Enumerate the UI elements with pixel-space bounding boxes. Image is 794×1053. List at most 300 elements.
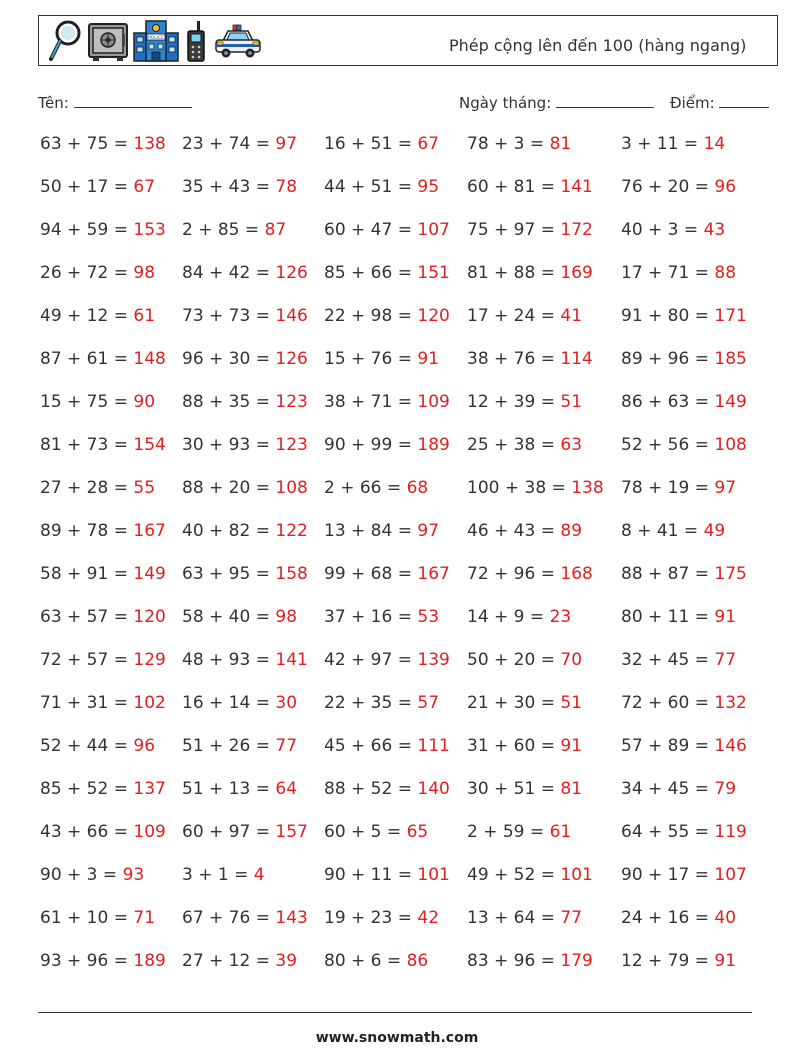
problem-answer: 141 — [275, 650, 308, 670]
problem-answer: 53 — [417, 607, 440, 627]
problem-question: 51 + 26 = — [182, 736, 276, 756]
footer-divider — [38, 1012, 752, 1013]
police-sign: POLICE — [147, 36, 165, 41]
problem-answer: 153 — [133, 220, 166, 240]
problem-answer: 189 — [133, 951, 166, 971]
problem-question: 2 + 59 = — [467, 822, 550, 842]
problem — [467, 349, 593, 369]
problem-question: 57 + 89 = — [621, 736, 715, 756]
problem-answer: 42 — [417, 908, 440, 928]
problem — [324, 177, 439, 197]
problem-answer: 64 — [275, 779, 298, 799]
problem-answer: 30 — [275, 693, 298, 713]
problem — [40, 736, 155, 756]
problem-answer: 148 — [133, 349, 166, 369]
problem-question: 27 + 12 = — [182, 951, 276, 971]
problem — [324, 263, 450, 283]
problem — [467, 951, 593, 971]
problem — [467, 521, 582, 541]
problem-question: 63 + 95 = — [182, 564, 276, 584]
problem-question: 16 + 14 = — [182, 693, 276, 713]
problem — [324, 478, 428, 498]
problem-answer: 68 — [406, 478, 429, 498]
problem-answer: 189 — [417, 435, 450, 455]
problem — [40, 521, 166, 541]
problem-question: 21 + 30 = — [467, 693, 561, 713]
problem-answer: 123 — [275, 435, 308, 455]
problem — [40, 263, 155, 283]
problem-question: 40 + 3 = — [621, 220, 704, 240]
problem-question: 80 + 11 = — [621, 607, 715, 627]
problem-question: 85 + 52 = — [40, 779, 134, 799]
name-line — [74, 93, 192, 108]
problem — [40, 650, 166, 670]
problem-question: 22 + 98 = — [324, 306, 418, 326]
problem-answer: 120 — [133, 607, 166, 627]
problem — [324, 220, 450, 240]
problem — [467, 908, 582, 928]
footer-site: www.snowmath.com — [315, 1030, 479, 1046]
problem — [467, 650, 582, 670]
problem-question: 73 + 73 = — [182, 306, 276, 326]
date-line — [556, 93, 654, 108]
problem-question: 90 + 99 = — [324, 435, 418, 455]
problem-question: 60 + 97 = — [182, 822, 276, 842]
problem-answer: 108 — [714, 435, 747, 455]
problem-answer: 91 — [560, 736, 583, 756]
problem-answer: 87 — [264, 220, 287, 240]
problem-question: 80 + 6 = — [324, 951, 407, 971]
problem — [324, 435, 450, 455]
problem-question: 27 + 28 = — [40, 478, 134, 498]
problem-answer: 23 — [549, 607, 572, 627]
problem-answer: 154 — [133, 435, 166, 455]
problem-answer: 122 — [275, 521, 308, 541]
problem-answer: 98 — [275, 607, 298, 627]
problem-answer: 96 — [133, 736, 156, 756]
problem-answer: 89 — [560, 521, 583, 541]
problem-answer: 39 — [275, 951, 298, 971]
problem — [40, 478, 155, 498]
problem-question: 81 + 73 = — [40, 435, 134, 455]
problem — [182, 650, 308, 670]
problem — [324, 349, 439, 369]
name-field — [38, 93, 192, 112]
problem-answer: 65 — [406, 822, 429, 842]
problem — [324, 693, 439, 713]
problem-question: 96 + 30 = — [182, 349, 276, 369]
problem-answer: 67 — [417, 134, 440, 154]
police-car-icon — [213, 19, 263, 63]
problem-question: 81 + 88 = — [467, 263, 561, 283]
problem-question: 35 + 43 = — [182, 177, 276, 197]
problem-answer: 126 — [275, 263, 308, 283]
problem — [182, 220, 286, 240]
problem-question: 88 + 35 = — [182, 392, 276, 412]
problem-answer: 98 — [133, 263, 156, 283]
problem-answer: 81 — [549, 134, 572, 154]
problem-answer: 77 — [714, 650, 737, 670]
problem-answer: 91 — [417, 349, 440, 369]
problem-question: 3 + 11 = — [621, 134, 704, 154]
problem — [40, 779, 166, 799]
problem — [182, 822, 308, 842]
problem-answer: 111 — [417, 736, 450, 756]
problem — [621, 220, 725, 240]
problem — [324, 134, 439, 154]
problem — [621, 134, 725, 154]
problem-answer: 63 — [560, 435, 583, 455]
problem — [621, 822, 747, 842]
problem-question: 86 + 63 = — [621, 392, 715, 412]
problem — [182, 693, 297, 713]
problem — [621, 521, 725, 541]
date-label: Ngày tháng: — [459, 94, 552, 112]
problem — [621, 177, 736, 197]
problem-answer: 79 — [714, 779, 737, 799]
problem-answer: 95 — [417, 177, 440, 197]
problem-answer: 140 — [417, 779, 450, 799]
problem-answer: 119 — [714, 822, 747, 842]
problem — [182, 392, 308, 412]
problem-question: 14 + 9 = — [467, 607, 550, 627]
problem — [324, 779, 450, 799]
problem — [467, 263, 593, 283]
problem — [324, 521, 439, 541]
problem — [182, 564, 308, 584]
problem-question: 15 + 76 = — [324, 349, 418, 369]
problem-question: 78 + 3 = — [467, 134, 550, 154]
problem-question: 63 + 75 = — [40, 134, 134, 154]
problem-question: 67 + 76 = — [182, 908, 276, 928]
problem-answer: 141 — [560, 177, 593, 197]
problem-question: 75 + 97 = — [467, 220, 561, 240]
problem — [467, 736, 582, 756]
problem — [467, 478, 604, 498]
problem-question: 3 + 1 = — [182, 865, 254, 885]
problem-answer: 109 — [133, 822, 166, 842]
safe-icon — [87, 19, 129, 63]
problem-question: 48 + 93 = — [182, 650, 276, 670]
problem-question: 49 + 52 = — [467, 865, 561, 885]
problem-answer: 77 — [560, 908, 583, 928]
problem — [40, 220, 166, 240]
problem — [40, 865, 144, 885]
walkie-talkie-icon — [183, 19, 209, 63]
problem-question: 58 + 91 = — [40, 564, 134, 584]
problem-question: 13 + 84 = — [324, 521, 418, 541]
problem-question: 16 + 51 = — [324, 134, 418, 154]
magnifier-icon — [47, 19, 83, 63]
problem — [467, 564, 593, 584]
problem-answer: 4 — [253, 865, 265, 885]
problem-answer: 138 — [133, 134, 166, 154]
problem-answer: 107 — [714, 865, 747, 885]
problem-question: 60 + 81 = — [467, 177, 561, 197]
problem-question: 83 + 96 = — [467, 951, 561, 971]
problem-question: 60 + 47 = — [324, 220, 418, 240]
problem — [621, 779, 736, 799]
problem-answer: 61 — [133, 306, 156, 326]
problem-question: 23 + 74 = — [182, 134, 276, 154]
problem-answer: 86 — [406, 951, 429, 971]
problem-question: 38 + 76 = — [467, 349, 561, 369]
problem-question: 85 + 66 = — [324, 263, 418, 283]
problem-question: 52 + 56 = — [621, 435, 715, 455]
problem — [40, 607, 166, 627]
problem-question: 40 + 82 = — [182, 521, 276, 541]
problem — [467, 306, 582, 326]
problem-answer: 91 — [714, 951, 737, 971]
problem — [40, 306, 155, 326]
problem-answer: 81 — [560, 779, 583, 799]
problem-answer: 158 — [275, 564, 308, 584]
problem — [324, 908, 439, 928]
problem-answer: 120 — [417, 306, 450, 326]
problem-question: 17 + 24 = — [467, 306, 561, 326]
problem-answer: 67 — [133, 177, 156, 197]
problem-answer: 61 — [549, 822, 572, 842]
problem-question: 78 + 19 = — [621, 478, 715, 498]
problem-question: 17 + 71 = — [621, 263, 715, 283]
problem-answer: 101 — [417, 865, 450, 885]
problem-question: 64 + 55 = — [621, 822, 715, 842]
problem — [40, 177, 155, 197]
problem-question: 87 + 61 = — [40, 349, 134, 369]
problem-question: 38 + 71 = — [324, 392, 418, 412]
problem — [621, 736, 747, 756]
problem-question: 89 + 78 = — [40, 521, 134, 541]
problem-answer: 97 — [275, 134, 298, 154]
problem-question: 50 + 17 = — [40, 177, 134, 197]
problem — [621, 478, 736, 498]
problem-question: 52 + 44 = — [40, 736, 134, 756]
problem-answer: 91 — [714, 607, 737, 627]
problem — [467, 392, 582, 412]
problem-question: 72 + 96 = — [467, 564, 561, 584]
problem-question: 90 + 17 = — [621, 865, 715, 885]
problem — [621, 349, 747, 369]
problem-question: 12 + 39 = — [467, 392, 561, 412]
problem-question: 71 + 31 = — [40, 693, 134, 713]
problem — [182, 349, 308, 369]
problem-answer: 123 — [275, 392, 308, 412]
problem — [324, 650, 450, 670]
problem — [467, 607, 571, 627]
problem-answer: 137 — [133, 779, 166, 799]
problem-question: 43 + 66 = — [40, 822, 134, 842]
problem — [182, 263, 308, 283]
header-box — [38, 15, 778, 66]
problem-question: 45 + 66 = — [324, 736, 418, 756]
problem-question: 76 + 20 = — [621, 177, 715, 197]
problem-question: 44 + 51 = — [324, 177, 418, 197]
problem-answer: 55 — [133, 478, 156, 498]
problem-question: 60 + 5 = — [324, 822, 407, 842]
problem — [324, 865, 450, 885]
problem — [467, 177, 593, 197]
problem — [40, 564, 166, 584]
problem-question: 26 + 72 = — [40, 263, 134, 283]
name-label: Tên: — [38, 94, 69, 112]
problem — [40, 693, 166, 713]
problem-answer: 149 — [714, 392, 747, 412]
problem — [182, 736, 297, 756]
problem-answer: 51 — [560, 693, 583, 713]
police-station-icon — [133, 19, 179, 63]
problem-answer: 101 — [560, 865, 593, 885]
problem — [182, 478, 308, 498]
problem-answer: 88 — [714, 263, 737, 283]
score-line — [719, 93, 769, 108]
problem — [40, 134, 166, 154]
problem — [182, 177, 297, 197]
problem-question: 32 + 45 = — [621, 650, 715, 670]
problem-answer: 167 — [133, 521, 166, 541]
problem-answer: 171 — [714, 306, 747, 326]
problem-question: 13 + 64 = — [467, 908, 561, 928]
score-label: Điểm: — [670, 94, 715, 112]
problem-question: 90 + 3 = — [40, 865, 123, 885]
problem-question: 91 + 80 = — [621, 306, 715, 326]
problem — [467, 220, 593, 240]
problem — [621, 306, 747, 326]
problem — [324, 392, 450, 412]
problem-answer: 77 — [275, 736, 298, 756]
problem — [182, 306, 308, 326]
worksheet-title: Phép cộng lên đến 100 (hàng ngang) — [449, 36, 747, 55]
problem-question: 88 + 52 = — [324, 779, 418, 799]
problem-answer: 90 — [133, 392, 156, 412]
problem — [467, 435, 582, 455]
problem-question: 15 + 75 = — [40, 392, 134, 412]
problem — [621, 263, 736, 283]
problem-question: 58 + 40 = — [182, 607, 276, 627]
problem-answer: 151 — [417, 263, 450, 283]
date-field — [459, 93, 654, 112]
problem — [182, 865, 265, 885]
problem-answer: 108 — [275, 478, 308, 498]
problem-answer: 93 — [122, 865, 145, 885]
problem-question: 25 + 38 = — [467, 435, 561, 455]
problem-answer: 109 — [417, 392, 450, 412]
problem — [182, 607, 297, 627]
problem-answer: 138 — [571, 478, 604, 498]
problem — [621, 607, 736, 627]
problem — [40, 349, 166, 369]
problem — [621, 564, 747, 584]
problem-answer: 107 — [417, 220, 450, 240]
problem-answer: 146 — [714, 736, 747, 756]
problem-question: 88 + 87 = — [621, 564, 715, 584]
problem-question: 90 + 11 = — [324, 865, 418, 885]
problem-question: 24 + 16 = — [621, 908, 715, 928]
problem-answer: 149 — [133, 564, 166, 584]
problem-answer: 49 — [703, 521, 726, 541]
problem-answer: 71 — [133, 908, 156, 928]
problem-answer: 132 — [714, 693, 747, 713]
problem-answer: 172 — [560, 220, 593, 240]
problem-question: 31 + 60 = — [467, 736, 561, 756]
problem — [621, 693, 747, 713]
problem-answer: 185 — [714, 349, 747, 369]
problem-answer: 169 — [560, 263, 593, 283]
problem-question: 61 + 10 = — [40, 908, 134, 928]
problem-question: 49 + 12 = — [40, 306, 134, 326]
problem-question: 30 + 93 = — [182, 435, 276, 455]
problem — [621, 951, 736, 971]
problem-question: 93 + 96 = — [40, 951, 134, 971]
problem-question: 50 + 20 = — [467, 650, 561, 670]
problem-answer: 114 — [560, 349, 593, 369]
problem — [621, 865, 747, 885]
problem — [182, 435, 308, 455]
problem-question: 19 + 23 = — [324, 908, 418, 928]
problem-question: 63 + 57 = — [40, 607, 134, 627]
problem — [467, 822, 571, 842]
problem-question: 12 + 79 = — [621, 951, 715, 971]
problem-answer: 167 — [417, 564, 450, 584]
problem — [182, 134, 297, 154]
problem-answer: 51 — [560, 392, 583, 412]
problem-answer: 102 — [133, 693, 166, 713]
header-icons — [47, 19, 263, 63]
problem — [621, 908, 736, 928]
problem-answer: 14 — [703, 134, 726, 154]
problem-answer: 146 — [275, 306, 308, 326]
problem-question: 2 + 66 = — [324, 478, 407, 498]
problem — [324, 822, 428, 842]
problem-question: 72 + 60 = — [621, 693, 715, 713]
problem-question: 2 + 85 = — [182, 220, 265, 240]
problem-question: 88 + 20 = — [182, 478, 276, 498]
problem — [324, 607, 439, 627]
problem-question: 37 + 16 = — [324, 607, 418, 627]
problem — [40, 951, 166, 971]
problem-answer: 157 — [275, 822, 308, 842]
problem-answer: 96 — [714, 177, 737, 197]
problem — [40, 822, 166, 842]
problem — [324, 951, 428, 971]
problem-answer: 97 — [417, 521, 440, 541]
problem — [182, 951, 297, 971]
problem-answer: 78 — [275, 177, 298, 197]
problem-question: 8 + 41 = — [621, 521, 704, 541]
problem — [621, 392, 747, 412]
problem-answer: 129 — [133, 650, 166, 670]
problem — [182, 908, 308, 928]
problem — [182, 779, 297, 799]
problem-question: 51 + 13 = — [182, 779, 276, 799]
problem-question: 72 + 57 = — [40, 650, 134, 670]
problem — [467, 779, 582, 799]
problem-question: 100 + 38 = — [467, 478, 572, 498]
problem-answer: 139 — [417, 650, 450, 670]
problem — [467, 865, 593, 885]
problem — [467, 693, 582, 713]
problem-question: 84 + 42 = — [182, 263, 276, 283]
problem-answer: 168 — [560, 564, 593, 584]
problem-question: 99 + 68 = — [324, 564, 418, 584]
problem — [40, 392, 155, 412]
problem — [467, 134, 571, 154]
problem-answer: 97 — [714, 478, 737, 498]
problem — [621, 650, 736, 670]
problem — [40, 908, 155, 928]
problem-answer: 40 — [714, 908, 737, 928]
problem — [324, 736, 450, 756]
problem-question: 42 + 97 = — [324, 650, 418, 670]
